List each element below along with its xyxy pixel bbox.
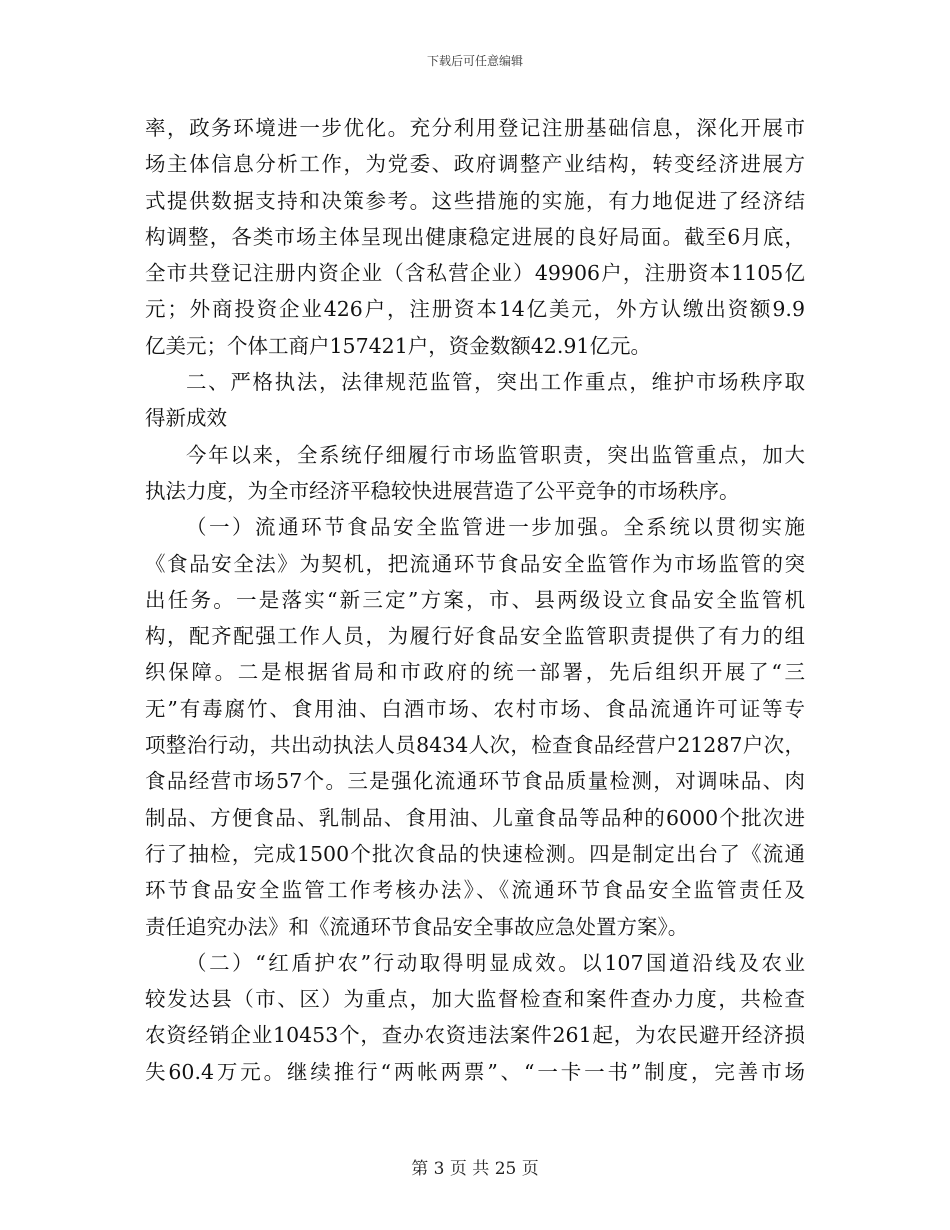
text-line: 无”有毒腐竹、食用油、白酒市场、农村市场、食品流通许可证等专 xyxy=(145,696,805,721)
text-line: 构，配齐配强工作人员，为履行好食品安全监管职责提供了有力的组 xyxy=(145,624,805,649)
text-line: 今年以来，全系统仔细履行市场监管职责，突出监管重点，加大 xyxy=(186,442,805,467)
text-line: 制品、方便食品、乳制品、食用油、儿童食品等品种的6000个批次进 xyxy=(145,805,805,830)
text-line: 项整治行动，共出动执法人员8434人次，检查食品经营户21287户次， xyxy=(145,733,805,758)
text-line: 亿美元；个体工商户157421户，资金数额42.91亿元。 xyxy=(145,333,651,358)
text-line: 式提供数据支持和决策参考。这些措施的实施，有力地促进了经济结 xyxy=(145,188,805,213)
text-line: 得新成效 xyxy=(145,406,227,431)
text-line: 全市共登记注册内资企业（含私营企业）49906户，注册资本1105亿 xyxy=(145,261,805,286)
text-line: 食品经营市场57个。三是强化流通环节食品质量检测，对调味品、肉 xyxy=(145,769,805,794)
text-line: 行了抽检，完成1500个批次食品的快速检测。四是制定出台了《流通 xyxy=(145,841,805,866)
text-line: （二）“红盾护农”行动取得明显成效。以107国道沿线及农业 xyxy=(186,950,805,975)
text-line: 二、严格执法，法律规范监管，突出工作重点，维护市场秩序取 xyxy=(186,370,805,395)
text-line: 元；外商投资企业426户，注册资本14亿美元，外方认缴出资额9.9 xyxy=(145,297,805,322)
text-line: 较发达县（市、区）为重点，加大监督检查和案件查办力度，共检查 xyxy=(145,987,805,1012)
text-line: （一）流通环节食品安全监管进一步加强。全系统以贯彻实施 xyxy=(186,515,805,540)
text-line: 场主体信息分析工作，为党委、政府调整产业结构，转变经济进展方 xyxy=(145,152,805,177)
page-header: 下载后可任意编辑 xyxy=(426,54,523,68)
text-line: 率，政务环境进一步优化。充分利用登记注册基础信息，深化开展市 xyxy=(145,116,805,140)
document-body xyxy=(145,110,805,1090)
text-line: 失60.4万元。继续推行“两帐两票”、“一卡一书”制度，完善市场 xyxy=(145,1059,805,1084)
text-line: 构调整，各类市场主体呈现出健康稳定进展的良好局面。截至6月底， xyxy=(145,224,805,249)
text-line: 环节食品安全监管工作考核办法》、《流通环节食品安全监管责任及 xyxy=(145,878,805,903)
text-line: 出任务。一是落实“新三定”方案，市、县两级设立食品安全监管机 xyxy=(145,587,805,612)
text-line: 责任追究办法》和《流通环节食品安全事故应急处置方案》。 xyxy=(145,914,689,939)
text-line: 农资经销企业10453个，查办农资违法案件261起，为农民避开经济损 xyxy=(145,1023,805,1048)
text-line: 执法力度，为全市经济平稳较快进展营造了公平竞争的市场秩序。 xyxy=(145,478,740,503)
text-line: 织保障。二是根据省局和市政府的统一部署，先后组织开展了“三 xyxy=(145,660,805,685)
page-number-footer: 第 3 页 共 25 页 xyxy=(411,1159,539,1179)
text-line: 《食品安全法》为契机，把流通环节食品安全监管作为市场监管的突 xyxy=(145,551,805,576)
